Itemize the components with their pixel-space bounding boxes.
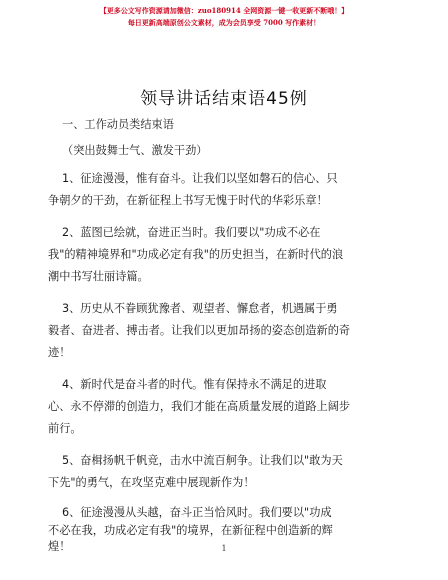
paragraph-4-line: 前行。 xyxy=(48,422,82,435)
section-subheading: （突出鼓舞士气、激发干劲） xyxy=(62,144,208,157)
paragraph-5-line: 5、奋楫扬帆千帆竞，击水中流百舸争。让我们以"敢为天 xyxy=(62,454,343,467)
paragraph-6-line: 不必在我，功成必定有我"的境界，在新征程中创造新的辉 xyxy=(48,524,333,537)
promo-banner-line-1: 【更多公文写作资源请加微信：zuo180914 全网资源一键一收更新不断哦！】 xyxy=(99,6,349,15)
paragraph-3-line: 毅者、奋进者、搏击者。让我们以更加昂扬的姿态创造新的奇 xyxy=(48,324,351,337)
page-number: 1 xyxy=(221,544,227,553)
paragraph-2-line: 潮中书写壮丽诗篇。 xyxy=(48,270,149,283)
paragraph-6-line: 6、征途漫漫从头越，奋斗正当恰风时。我们要以"功成 xyxy=(62,506,332,519)
paragraph-3-line: 3、历史从不眷顾犹豫者、观望者、懈怠者，机遇属于勇 xyxy=(62,302,338,315)
paragraph-3-line: 迹！ xyxy=(48,346,71,359)
paragraph-4-line: 4、新时代是奋斗者的时代。惟有保持永不满足的进取 xyxy=(62,378,327,391)
paragraph-5-line: 下先"的勇气，在攻坚克难中展现新作为！ xyxy=(48,476,255,489)
paragraph-1-line: 1、征途漫漫，惟有奋斗。让我们以坚如磐石的信心、只 xyxy=(62,172,338,185)
paragraph-6-line: 煌！ xyxy=(48,540,71,553)
paragraph-2-line: 我"的精神境界和"功成必定有我"的历史担当，在新时代的浪 xyxy=(48,248,344,261)
section-heading: 一、工作动员类结束语 xyxy=(62,118,174,131)
document-title: 领导讲话结束语45例 xyxy=(140,89,308,109)
paragraph-1-line: 争朝夕的干劲，在新征程上书写无愧于时代的华彩乐章！ xyxy=(48,194,328,207)
promo-banner-line-2: 每日更新高端原创公文素材，成为会员享受 7000 写作素材！ xyxy=(127,18,321,27)
paragraph-2-line: 2、蓝图已绘就，奋进正当时。我们要以"功成不必在 xyxy=(62,226,321,239)
paragraph-4-line: 心、永不停滞的创造力，我们才能在高质量发展的道路上阔步 xyxy=(48,400,351,413)
